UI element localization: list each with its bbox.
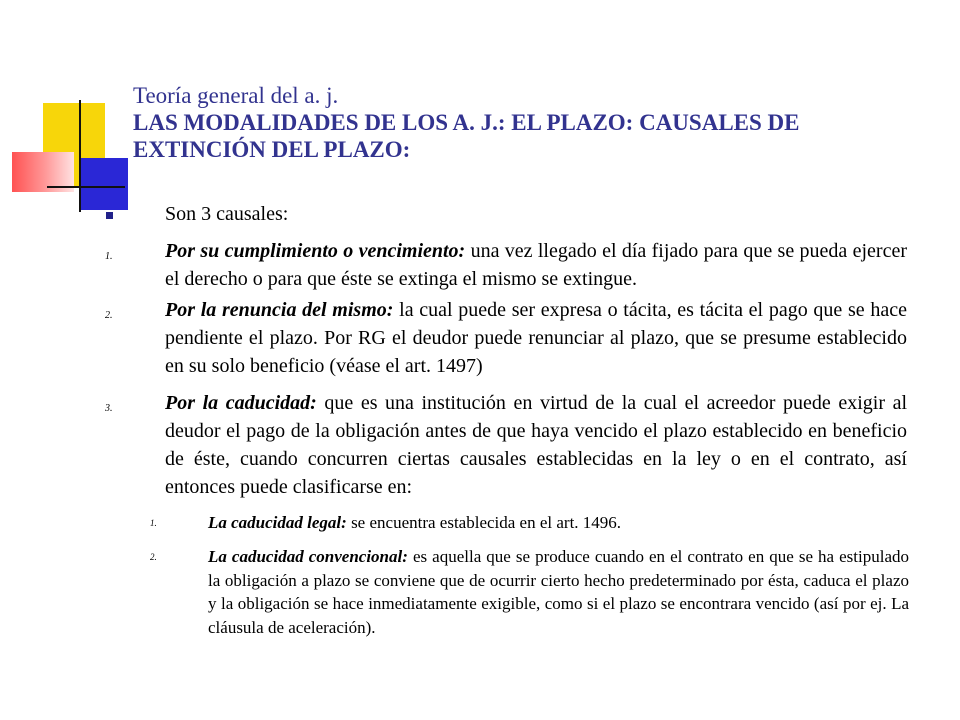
subitem-number: 1. xyxy=(150,518,157,528)
decorative-horizontal-line xyxy=(47,186,125,188)
list-item xyxy=(165,296,907,380)
list-item xyxy=(165,237,907,293)
sub-list-item xyxy=(208,545,909,639)
item-label: Por la renuncia del mismo: xyxy=(165,299,394,321)
subitem-text: se encuentra establecida en el art. 1496. xyxy=(346,513,622,532)
item-label: Por su cumplimiento o vencimiento: xyxy=(165,240,466,262)
subitem-text: es aquella que se produce cuando en el contrato en que se ha estipulado la obligación a plazo se conviene que de ocurrir cierto hecho predeterminado por ésta, caduca el plazo y la obligación se hace inmediatamente exigible, como si el plazo se encontrara vencido (así por ej. La cláusula de aceleración). xyxy=(208,547,909,637)
sub-list-item xyxy=(208,511,909,535)
subitem-label: La caducidad convencional: xyxy=(208,547,408,566)
item-number: 1. xyxy=(105,251,113,262)
item-text: que es una institución en virtud de la cual el acreedor puede exigir al deudor el pago de la obligación antes de que haya vencido el plazo establecido en beneficio de éste, cuando concurren ciertas causales establecidas en la ley o en el contrato, así entonces puede clasificarse en: xyxy=(165,392,907,498)
intro-text: Son 3 causales: xyxy=(165,203,289,225)
item-label: Por la caducidad: xyxy=(165,392,317,414)
title-line-1: Teoría general del a. j. xyxy=(133,83,339,108)
item-text: una vez llegado el día fijado para que se pueda ejercer el derecho o para que éste se extinga el mismo se extingue. xyxy=(165,240,908,290)
item-number: 2. xyxy=(105,310,113,321)
list-item xyxy=(165,389,907,501)
square-bullet-icon xyxy=(106,212,113,219)
slide-title xyxy=(133,82,933,163)
subitem-number: 2. xyxy=(150,552,157,562)
title-line-2: LAS MODALIDADES DE LOS A. J.: EL PLAZO: CAUSALES DE EXTINCIÓN DEL PLAZO: xyxy=(133,110,800,162)
decorative-vertical-line xyxy=(79,100,81,212)
subitem-label: La caducidad legal: xyxy=(208,513,347,532)
item-text: la cual puede ser expresa o tácita, es tácita el pago que se hace pendiente el plazo. Por RG el deudor puede renunciar al plazo, que se presume establecido en su solo beneficio (véase el art. 1497) xyxy=(165,299,907,377)
decorative-blue-square xyxy=(80,158,128,210)
item-number: 3. xyxy=(105,403,113,414)
